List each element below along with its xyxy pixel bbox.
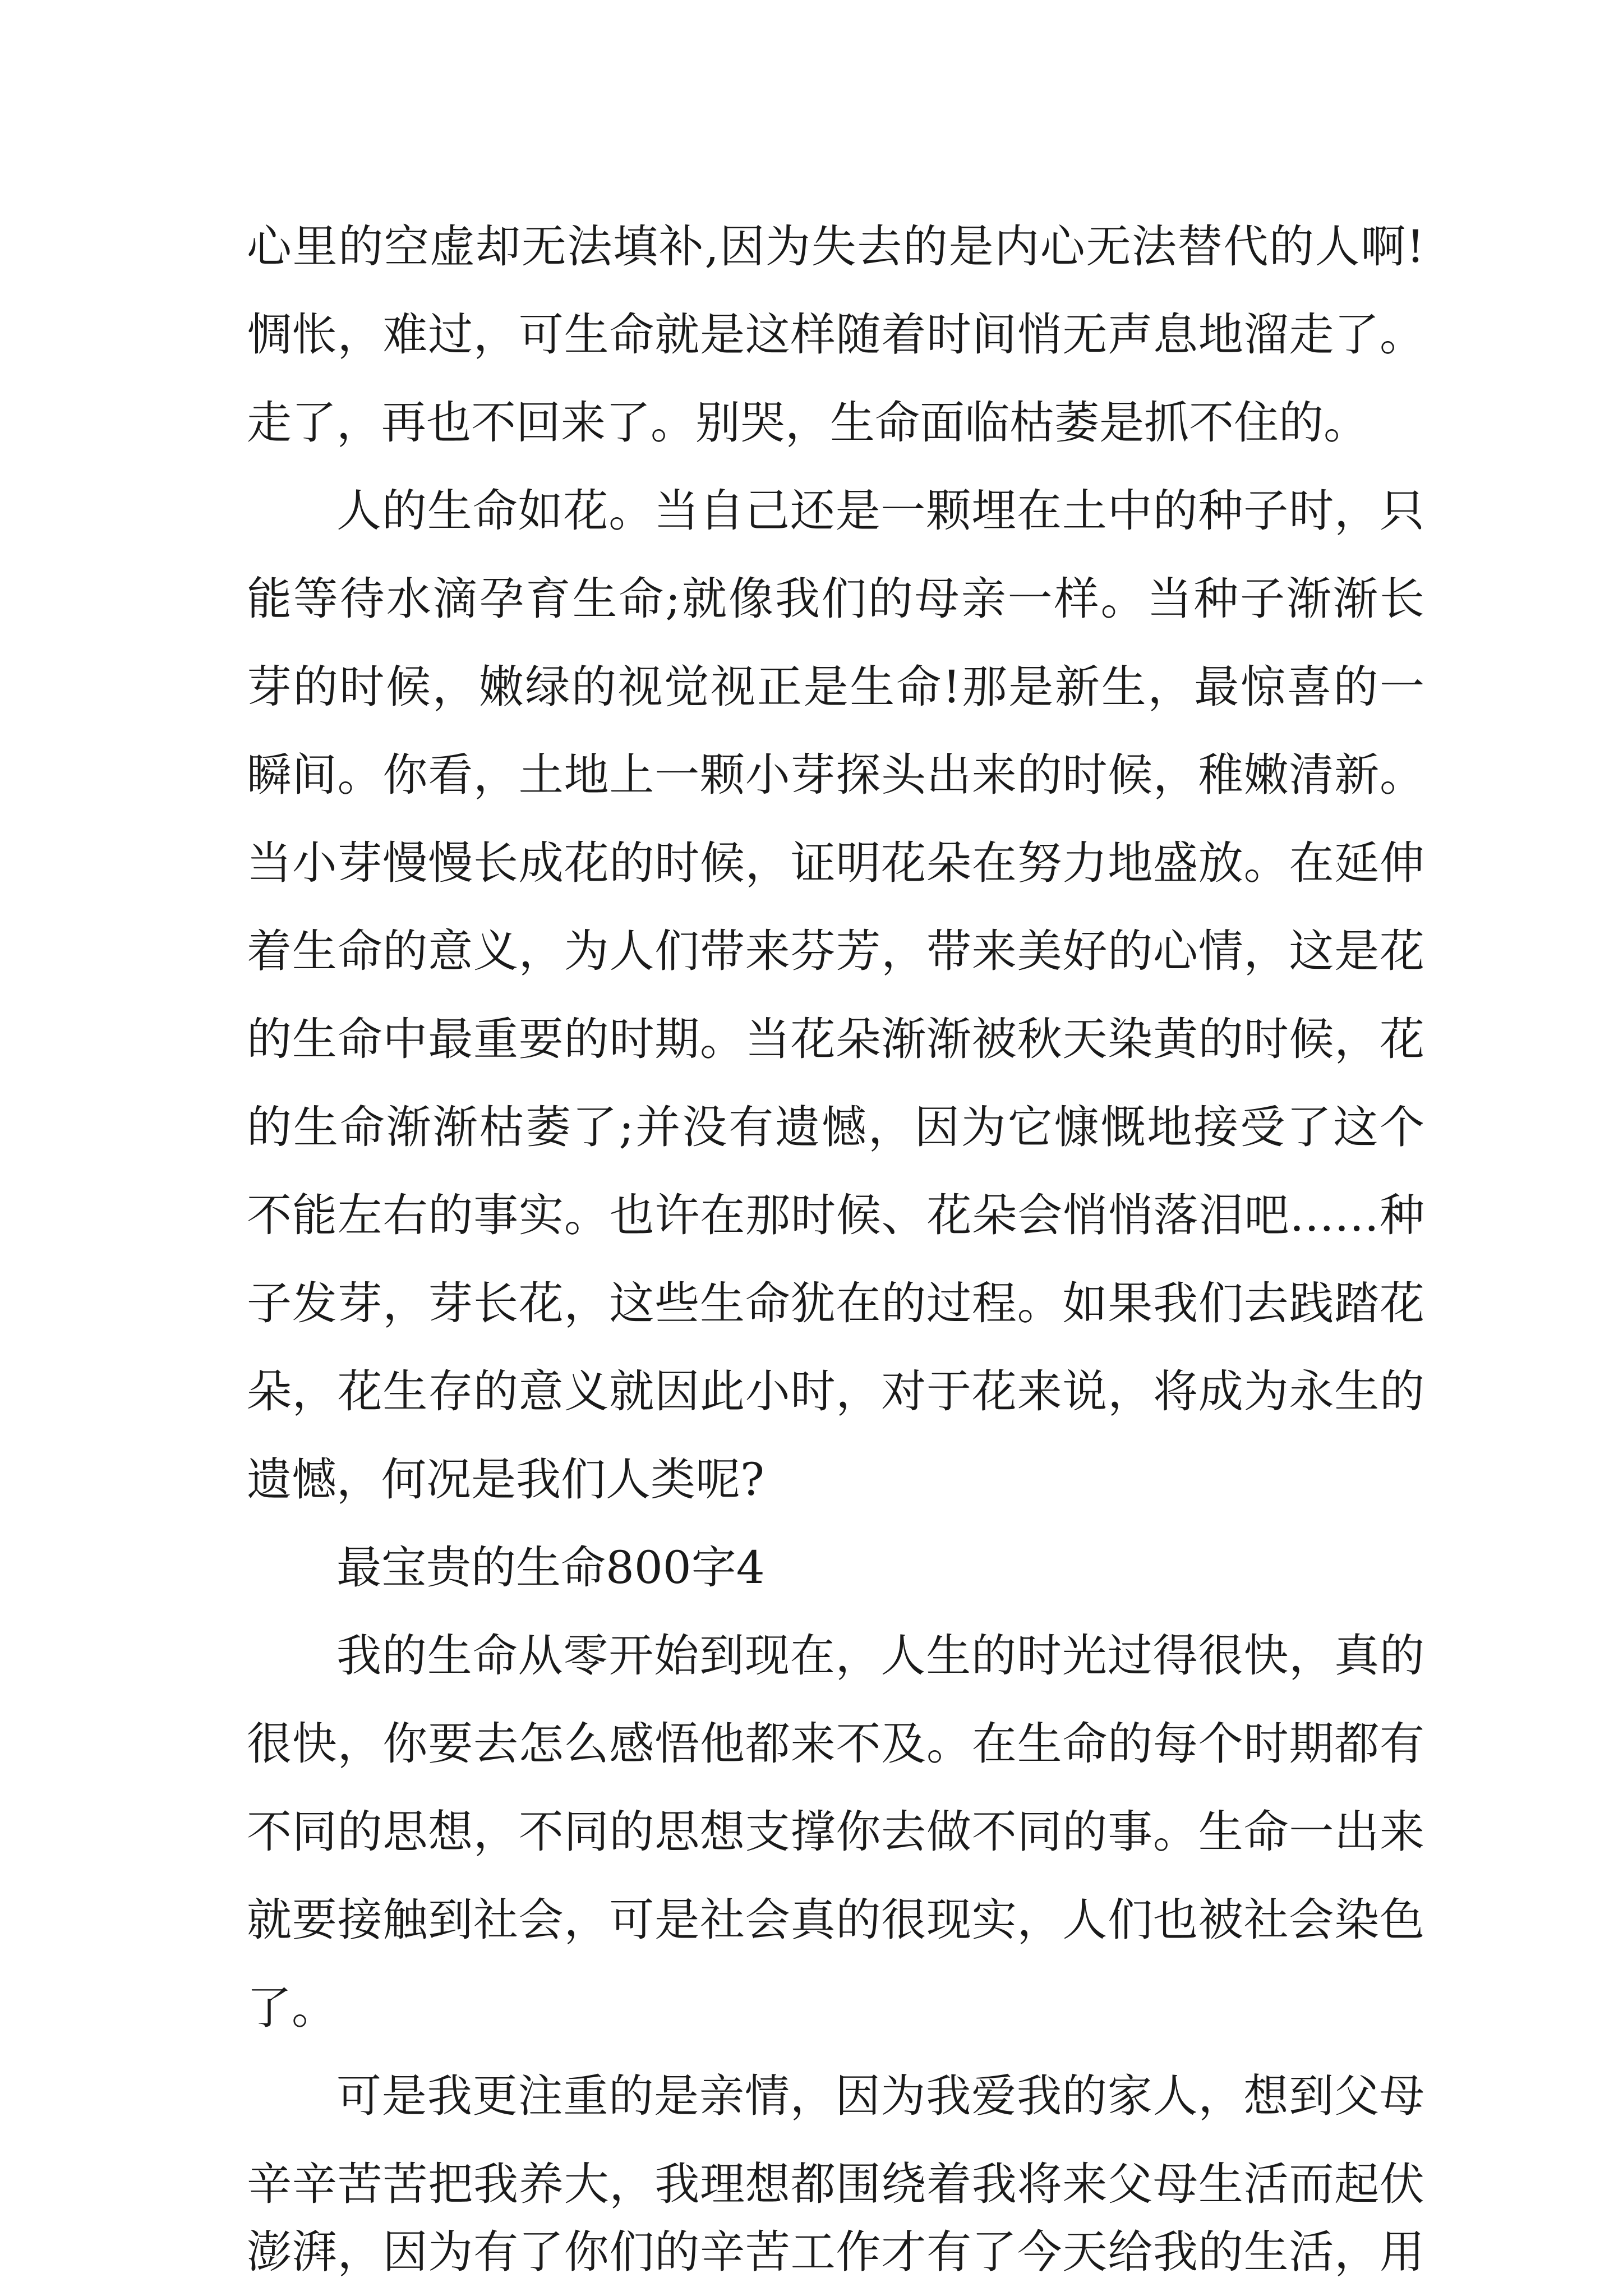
text-line: 朵，花生存的意义就因此小时，对于花来说，将成为永生的	[247, 1365, 1424, 1418]
text-line: 芽的时候，嫩绿的视觉视正是生命!那是新生，最惊喜的一	[247, 661, 1424, 713]
text-line: 惆怅，难过，可生命就是这样随着时间悄无声息地溜走了。	[247, 309, 1424, 361]
paragraph-first-line: 可是我更注重的是亲情，因为我爱我的家人，想到父母	[336, 2070, 1424, 2122]
text-line: 子发芽，芽长花，这些生命犹在的过程。如果我们去践踏花	[247, 1277, 1424, 1329]
text-line: 心里的空虚却无法填补,因为失去的是内心无法替代的人啊!	[247, 220, 1424, 273]
paragraph-first-line: 人的生命如花。当自己还是一颗埋在土中的种子时，只	[336, 485, 1424, 537]
text-line: 走了，再也不回来了。别哭，生命面临枯萎是抓不住的。	[247, 397, 1368, 449]
text-line: 了。	[247, 1982, 336, 2034]
text-line: 的生命渐渐枯萎了;并没有遗憾，因为它慷慨地接受了这个	[247, 1101, 1424, 1153]
text-line: 澎湃，因为有了你们的辛苦工作才有了今天给我的生活，用	[247, 2226, 1424, 2278]
paragraph-first-line: 我的生命从零开始到现在，人生的时光过得很快，真的	[336, 1630, 1424, 1682]
text-line: 辛辛苦苦把我养大，我理想都围绕着我将来父母生活而起伏	[247, 2158, 1424, 2210]
text-line: 就要接触到社会，可是社会真的很现实，人们也被社会染色	[247, 1894, 1424, 1946]
text-line: 不同的思想，不同的思想支撑你去做不同的事。生命一出来	[247, 1806, 1424, 1858]
text-line: 不能左右的事实。也许在那时候、花朵会悄悄落泪吧……种	[247, 1189, 1424, 1241]
text-line: 当小芽慢慢长成花的时候，证明花朵在努力地盛放。在延伸	[247, 837, 1424, 889]
text-line: 着生命的意义，为人们带来芬芳，带来美好的心情，这是花	[247, 925, 1424, 977]
text-line: 能等待水滴孕育生命;就像我们的母亲一样。当种子渐渐长	[247, 573, 1424, 625]
section-heading: 最宝贵的生命800字4	[336, 1542, 765, 1594]
text-line: 的生命中最重要的时期。当花朵渐渐被秋天染黄的时候，花	[247, 1013, 1424, 1065]
text-line: 遗憾，何况是我们人类呢?	[247, 1453, 764, 1506]
text-line: 很快，你要去怎么感悟他都来不及。在生命的每个时期都有	[247, 1718, 1424, 1770]
text-line: 瞬间。你看，土地上一颗小芽探头出来的时候，稚嫩清新。	[247, 749, 1424, 801]
